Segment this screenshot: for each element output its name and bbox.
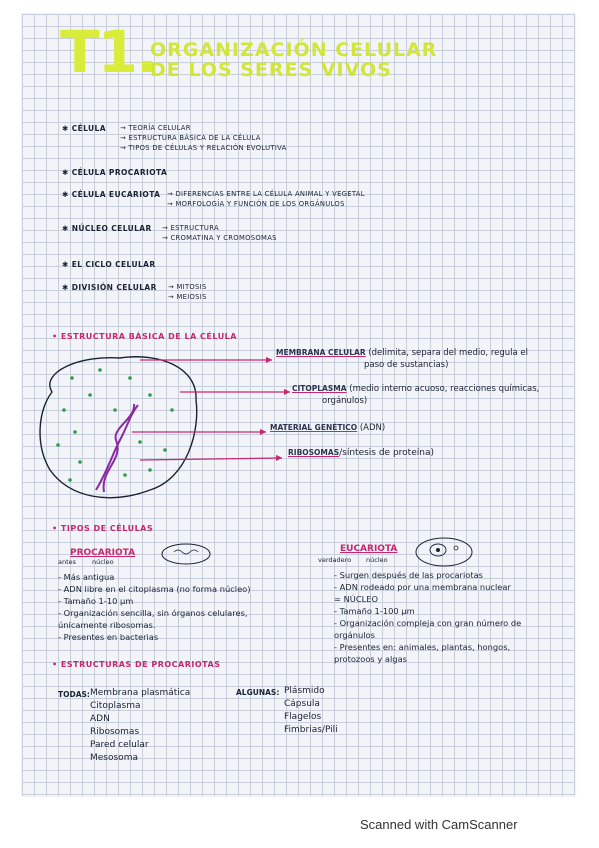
title-number: T1. xyxy=(60,18,156,86)
eucariota-title: EUCARIOTA xyxy=(340,544,398,554)
label-membrana: MEMBRANA CELULAR (delimita, separa del medio, regula el xyxy=(276,348,529,358)
eucariota-sub-left: verdadero xyxy=(318,556,352,564)
procariota-item-3: - Tamaño 1-10 µm xyxy=(58,596,134,606)
topic-eucariota: ✱ CÉLULA EUCARIOTA xyxy=(62,190,161,199)
procariota-item-2: - ADN libre en el citoplasma (no forma núcleo) xyxy=(58,584,251,594)
structure-heading: • ESTRUCTURA BÁSICA DE LA CÉLULA xyxy=(52,332,237,341)
topic-division: ✱ DIVISIÓN CELULAR xyxy=(62,283,157,292)
todas-item-4: Ribosomas xyxy=(90,727,140,737)
arrow-head-4: ▶ xyxy=(276,453,283,462)
arrow-head-3: ▶ xyxy=(260,427,267,436)
eucariota-item-5: - Organización compleja con gran número de xyxy=(334,618,522,628)
title-line-2: DE LOS SERES VIVOS xyxy=(150,59,392,81)
eucariota-item-4: - Tamaño 1-100 µm xyxy=(334,606,415,616)
topic-nucleo-sub-1: → ESTRUCTURA xyxy=(162,224,219,232)
topic-celula-sub-3: → TIPOS DE CÉLULAS Y RELACIÓN EVOLUTIVA xyxy=(120,144,287,152)
algunas-item-2: Cápsula xyxy=(284,699,320,709)
label-membrana-cont: paso de sustancias) xyxy=(364,360,449,370)
procariota-sketch xyxy=(160,542,212,568)
label-ribosomas: RIBOSOMAS/síntesis de proteína) xyxy=(288,448,434,458)
algunas-item-4: Fimbrias/Pili xyxy=(284,725,338,735)
todas-label: TODAS: xyxy=(58,690,90,699)
topic-celula: ✱ CÉLULA xyxy=(62,124,106,133)
eucariota-sketch xyxy=(414,536,474,570)
topic-procariota: ✱ CÉLULA PROCARIOTA xyxy=(62,168,168,177)
types-heading: • TIPOS DE CÉLULAS xyxy=(52,524,154,533)
label-citoplasma: CITOPLASMA (medio interno acuoso, reacciones químicas, xyxy=(292,384,540,394)
label-material-genetico: MATERIAL GENÉTICO (ADN) xyxy=(270,423,386,433)
procariota-item-1: - Más antigua xyxy=(58,572,115,582)
scanner-watermark: Scanned with CamScanner xyxy=(360,817,518,832)
prok-structures-heading: • ESTRUCTURAS DE PROCARIOTAS xyxy=(52,660,221,669)
topic-eucariota-sub-2: → MORFOLOGÍA Y FUNCIÓN DE LOS ORGÁNULOS xyxy=(167,200,345,208)
eucariota-item-8: protozoos y algas xyxy=(334,654,407,664)
topic-ciclo: ✱ EL CICLO CELULAR xyxy=(62,260,156,269)
todas-item-5: Pared celular xyxy=(90,740,149,750)
eucariota-item-3: = NÚCLEO xyxy=(334,594,379,604)
eucariota-item-1: - Surgen después de las procariotas xyxy=(334,570,483,580)
topic-nucleo: ✱ NÚCLEO CELULAR xyxy=(62,224,152,233)
procariota-sub-right: núcleo xyxy=(92,558,114,566)
topic-celula-sub-2: → ESTRUCTURA BÁSICA DE LA CÉLULA xyxy=(120,134,261,142)
procariota-title: PROCARIOTA xyxy=(70,548,136,558)
algunas-item-1: Plásmido xyxy=(284,686,325,696)
eucariota-item-7: - Presentes en: animales, plantas, hongos, xyxy=(334,642,511,652)
algunas-item-3: Flagelos xyxy=(284,712,322,722)
eucariota-item-6: orgánulos xyxy=(334,630,375,640)
eucariota-item-2: - ADN rodeado por una membrana nuclear xyxy=(334,582,511,592)
arrow-head-1: ▶ xyxy=(266,355,273,364)
topic-eucariota-sub-1: → DIFERENCIAS ENTRE LA CÉLULA ANIMAL Y VEGETAL xyxy=(167,190,365,198)
procariota-item-6: - Presentes en bacterias xyxy=(58,632,159,642)
procariota-item-5: únicamente ribosomas. xyxy=(58,620,156,630)
topic-division-sub-1: → MITOSIS xyxy=(168,283,207,291)
arrow-head-2: ▶ xyxy=(284,387,291,396)
title-line-1: ORGANIZACIÓN CELULAR xyxy=(150,39,438,61)
todas-item-2: Citoplasma xyxy=(90,701,141,711)
procariota-item-4: - Organización sencilla, sin órganos celulares, xyxy=(58,608,248,618)
procariota-sub-left: antes xyxy=(58,558,77,566)
todas-item-3: ADN xyxy=(90,714,110,724)
label-citoplasma-cont: orgánulos) xyxy=(322,396,368,406)
topic-celula-sub-1: → TEORÍA CELULAR xyxy=(120,124,191,132)
algunas-label: ALGUNAS: xyxy=(236,688,280,697)
eucariota-sub-right: núcleo xyxy=(366,556,388,564)
topic-nucleo-sub-2: → CROMATINA Y CROMOSOMAS xyxy=(162,234,277,242)
todas-item-1: Membrana plasmática xyxy=(90,688,191,698)
topic-division-sub-2: → MEIOSIS xyxy=(168,293,207,301)
todas-item-6: Mesosoma xyxy=(90,753,138,763)
